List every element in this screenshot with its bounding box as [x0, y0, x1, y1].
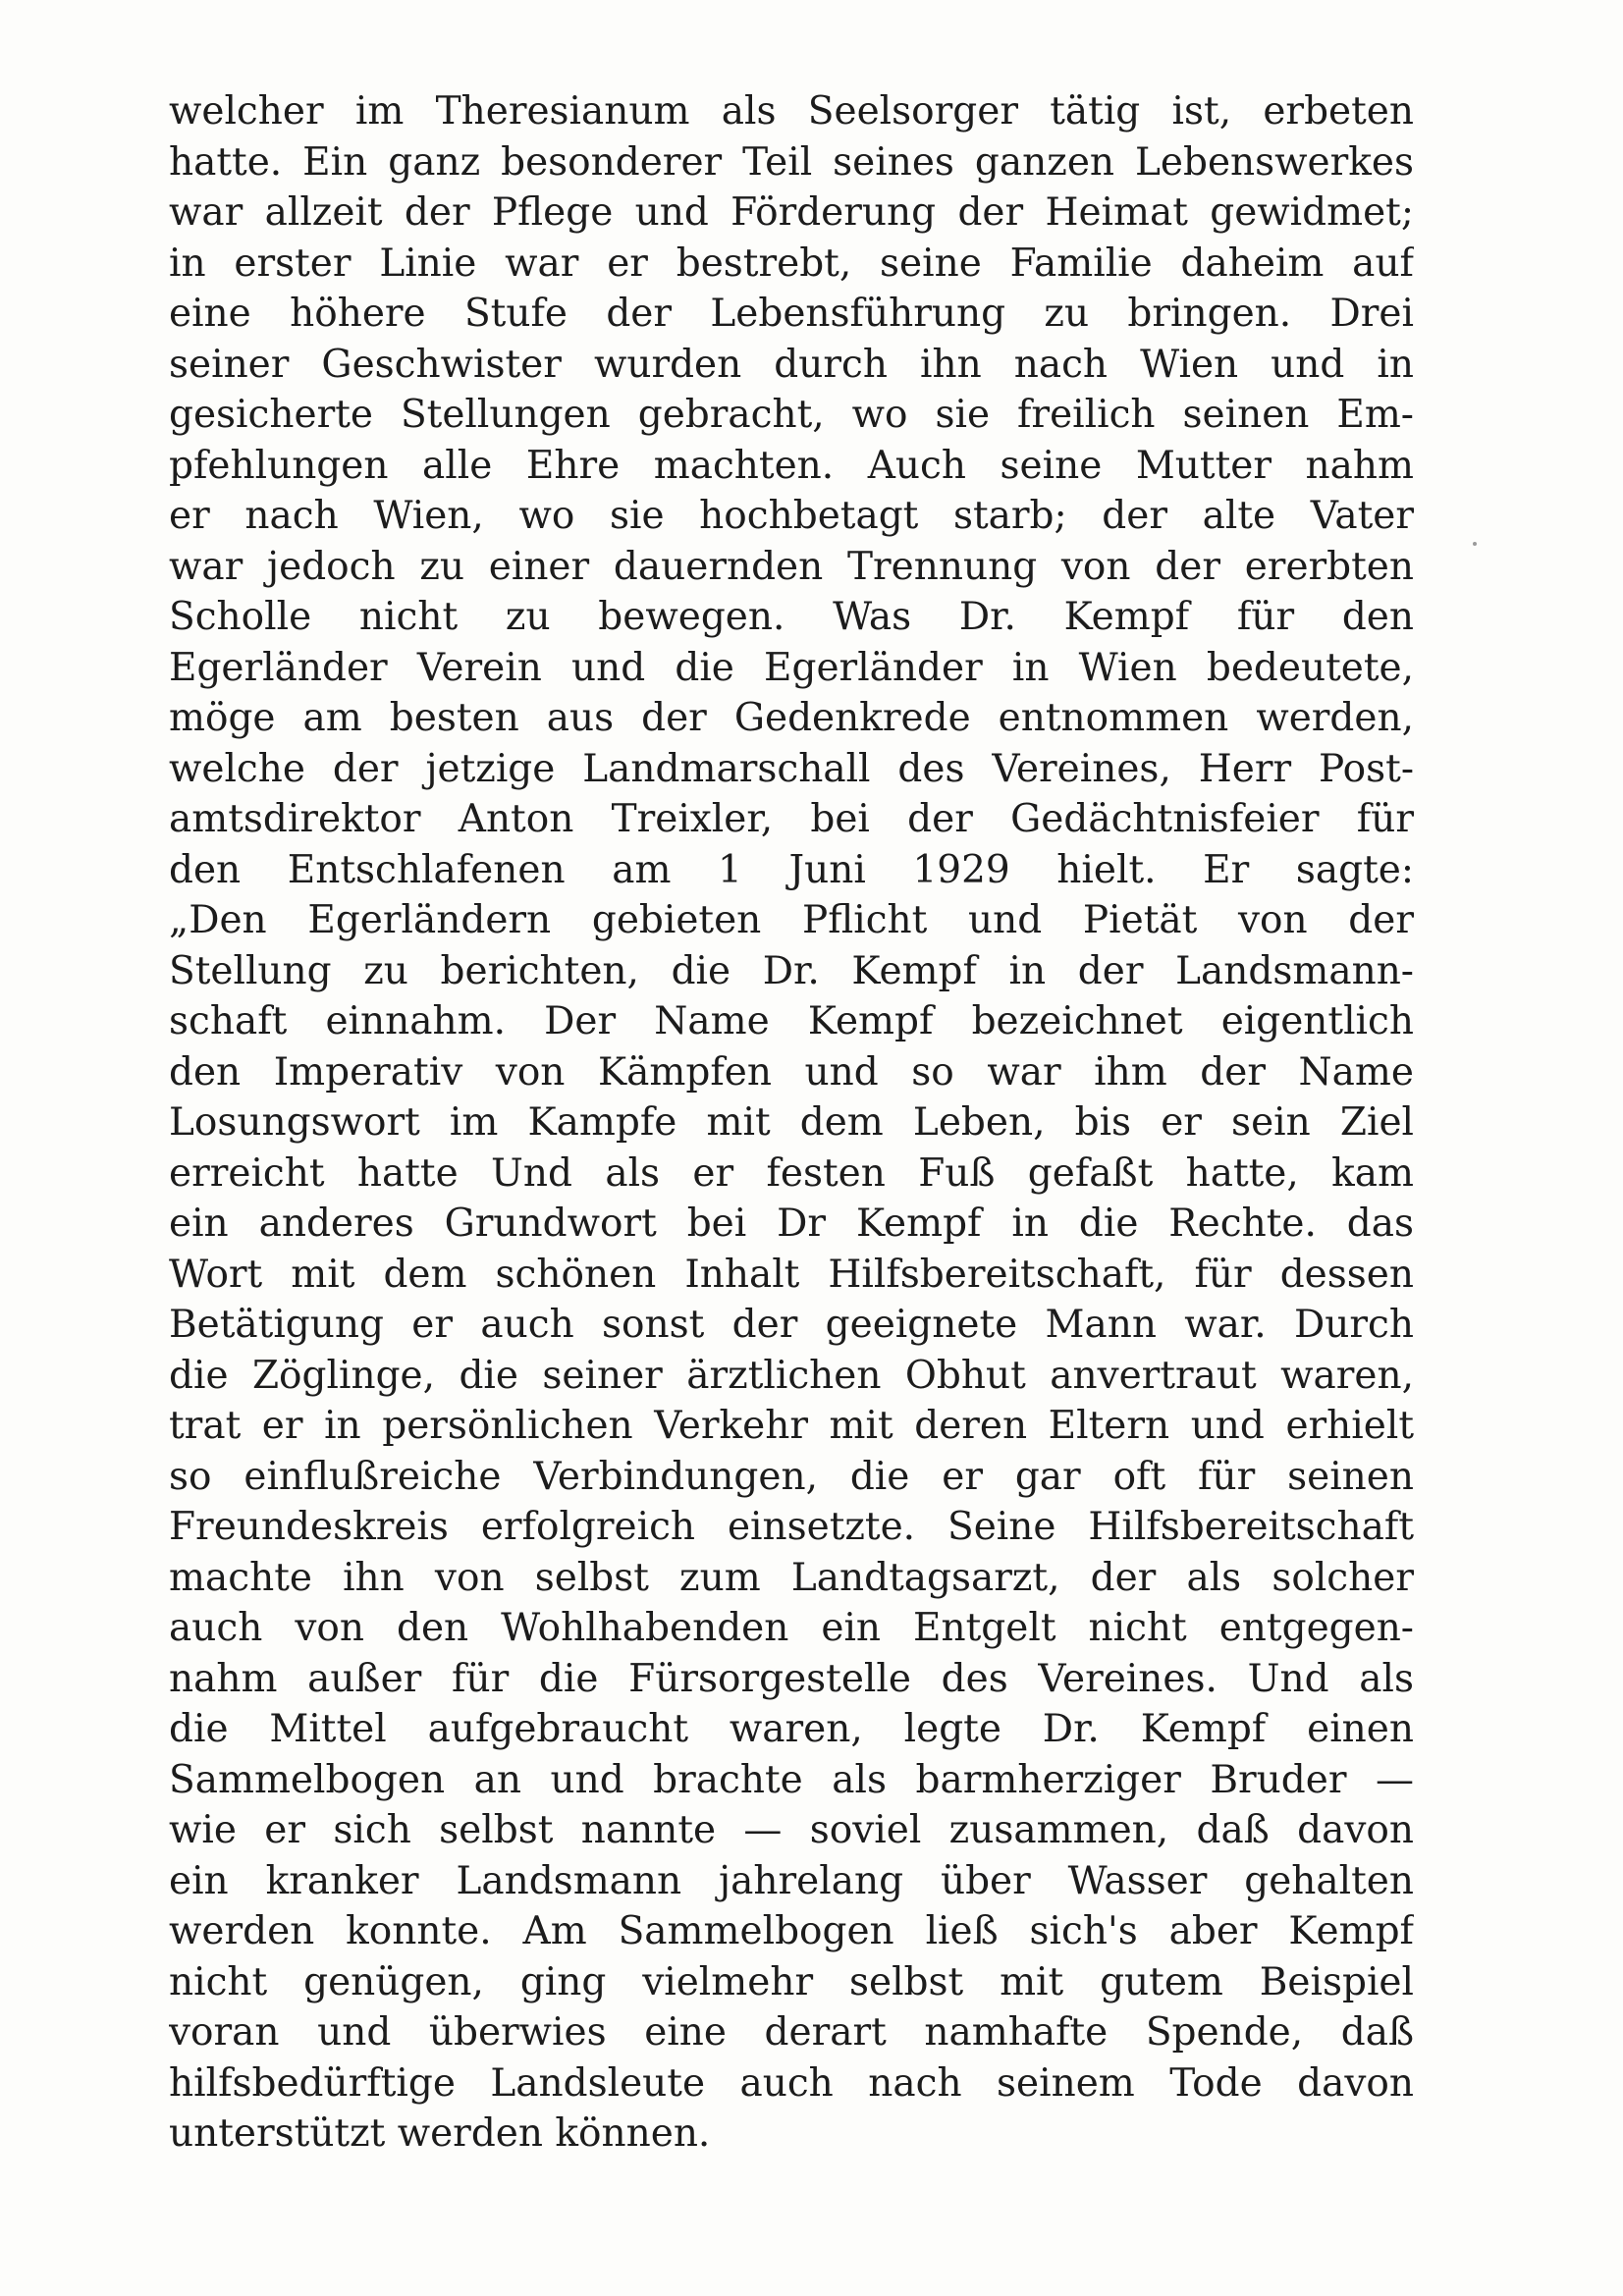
- text-line-34: Sammelbogen an und brachte als barmherziger Bruder —: [169, 1757, 1414, 1802]
- text-line-22: erreicht hatte Und als er festen Fuß gefaßt hatte, kam: [169, 1150, 1414, 1196]
- text-line-4: in erster Linie war er bestrebt, seine Familie daheim auf: [169, 240, 1414, 286]
- text-line-14: welche der jetzige Landmarschall des Vereines, Herr Post-: [169, 746, 1414, 791]
- text-line-8: pfehlungen alle Ehre machten. Auch seine Mutter nahm: [169, 443, 1414, 488]
- text-line-13: möge am besten aus der Gedenkrede entnommen werden,: [169, 696, 1414, 740]
- text-line-27: trat er in persönlichen Verkehr mit deren Eltern und erhielt: [169, 1404, 1414, 1448]
- text-line-17: „Den Egerländern gebieten Pflicht und Pietät von der: [169, 898, 1414, 942]
- body-text: [169, 86, 1414, 2160]
- text-line-32: nahm außer für die Fürsorgestelle des Vereines. Und als: [169, 1656, 1414, 1701]
- text-line-37: werden konnte. Am Sammelbogen ließ sich's aber Kempf: [169, 1909, 1414, 1953]
- text-line-20: den Imperativ von Kämpfen und so war ihm der Name: [169, 1049, 1414, 1095]
- text-line-41: unterstützt werden können.: [169, 2111, 711, 2156]
- text-line-1: welcher im Theresianum als Seelsorger tätig ist, erbeten: [169, 89, 1414, 133]
- text-line-12: Egerländer Verein und die Egerländer in Wien bedeutete,: [169, 645, 1414, 690]
- text-line-28: so einflußreiche Verbindungen, die er gar oft für seinen: [169, 1454, 1414, 1499]
- text-line-21: Losungswort im Kampfe mit dem Leben, bis er sein Ziel: [169, 1100, 1414, 1145]
- text-line-6: seiner Geschwister wurden durch ihn nach Wien und in: [169, 342, 1414, 387]
- text-line-7: gesicherte Stellungen gebracht, wo sie freilich seinen Em-: [169, 393, 1414, 437]
- text-line-39: voran und überwies eine derart namhafte Spende, daß: [169, 2010, 1414, 2055]
- text-line-10: war jedoch zu einer dauernden Trennung von der ererbten: [169, 544, 1414, 589]
- text-line-18: Stellung zu berichten, die Dr. Kempf in der Landsmann-: [169, 948, 1414, 993]
- text-line-3: war allzeit der Pflege und Förderung der Heimat gewidmet;: [169, 190, 1414, 235]
- text-line-38: nicht genügen, ging vielmehr selbst mit gutem Beispiel: [169, 1959, 1414, 2004]
- text-line-29: Freundeskreis erfolgreich einsetzte. Seine Hilfsbereitschaft: [169, 1505, 1414, 1549]
- text-line-19: schaft einnahm. Der Name Kempf bezeichnet eigentlich: [169, 999, 1414, 1043]
- text-line-15: amtsdirektor Anton Treixler, bei der Gedächtnisfeier für: [169, 797, 1414, 841]
- text-line-30: machte ihn von selbst zum Landtagsarzt, der als solcher: [169, 1555, 1414, 1600]
- text-line-23: ein anderes Grundwort bei Dr Kempf in die Rechte. das: [169, 1201, 1414, 1246]
- text-line-31: auch von den Wohlhabenden ein Entgelt nicht entgegen-: [169, 1606, 1414, 1650]
- text-line-26: die Zöglinge, die seiner ärztlichen Obhut anvertraut waren,: [169, 1353, 1414, 1398]
- text-line-24: Wort mit dem schönen Inhalt Hilfsbereitschaft, für dessen: [169, 1252, 1414, 1297]
- text-line-33: die Mittel aufgebraucht waren, legte Dr. Kempf einen: [169, 1707, 1414, 1751]
- text-line-9: er nach Wien, wo sie hochbetagt starb; der alte Vater: [169, 494, 1414, 538]
- text-line-25: Betätigung er auch sonst der geeignete Mann war. Durch: [169, 1303, 1414, 1347]
- text-line-16: den Entschlafenen am 1 Juni 1929 hielt. Er sagte:: [169, 847, 1414, 892]
- text-line-5: eine höhere Stufe der Lebensführung zu bringen. Drei: [169, 292, 1414, 336]
- text-line-35: wie er sich selbst nannte — soviel zusammen, daß davon: [169, 1808, 1414, 1852]
- text-line-2: hatte. Ein ganz besonderer Teil seines ganzen Lebenswerkes: [169, 139, 1414, 185]
- text-line-11: Scholle nicht zu bewegen. Was Dr. Kempf für den: [169, 595, 1414, 639]
- scan-speck: [1473, 542, 1477, 546]
- text-line-40: hilfsbedürftige Landsleute auch nach seinem Tode davon: [169, 2060, 1414, 2106]
- text-line-36: ein kranker Landsmann jahrelang über Wasser gehalten: [169, 1858, 1414, 1903]
